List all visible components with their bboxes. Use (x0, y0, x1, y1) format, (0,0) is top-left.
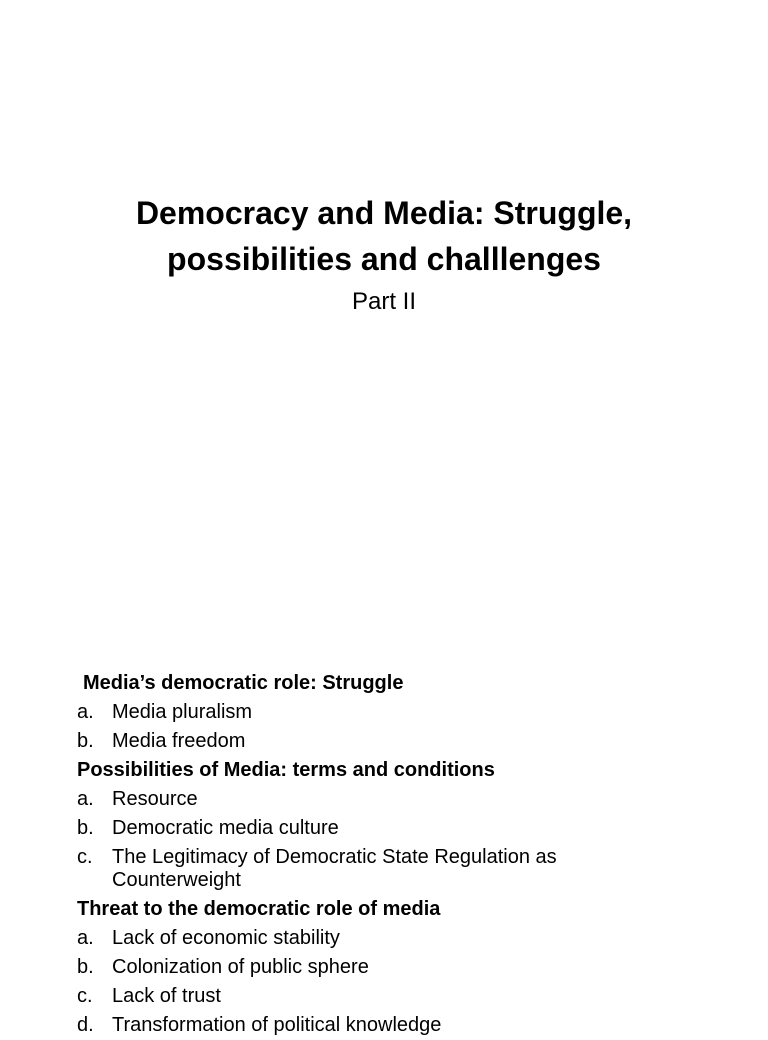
list-item (77, 814, 677, 843)
list-item (77, 698, 677, 727)
list-marker: c. (77, 846, 93, 868)
list-marker: b. (77, 956, 94, 978)
outline-slide (0, 620, 768, 1036)
list-item (77, 843, 677, 895)
section-heading: Media’s democratic role: Struggle (83, 672, 404, 694)
list-item (77, 727, 677, 756)
list-item-text: Media pluralism (112, 701, 253, 723)
list-marker: d. (77, 1014, 94, 1036)
list-item (77, 982, 677, 1011)
list-marker: c. (77, 985, 93, 1007)
slide-title (0, 190, 768, 282)
list-item (77, 924, 677, 953)
list-item-text: Colonization of public sphere (112, 956, 369, 978)
list-marker: b. (77, 730, 94, 752)
list-item-text: Media freedom (112, 730, 246, 752)
list-item-text: Lack of trust (112, 985, 221, 1007)
list-marker: a. (77, 788, 94, 810)
list-item-text: Resource (112, 788, 198, 810)
list-marker: a. (77, 701, 94, 723)
list-item-text: The Legitimacy of Democratic State Regulation as Counterweight (112, 846, 557, 891)
section-heading: Possibilities of Media: terms and conditions (77, 759, 495, 781)
title-line-1: Democracy and Media: Struggle, (135, 195, 633, 231)
slide-subtitle: Part II (351, 288, 417, 315)
list-item-text: Lack of economic stability (112, 927, 340, 949)
list-item (77, 953, 677, 982)
outline-list (77, 669, 677, 1040)
list-marker: a. (77, 927, 94, 949)
list-item (77, 785, 677, 814)
list-marker: b. (77, 817, 94, 839)
list-item-text: Democratic media culture (112, 817, 339, 839)
list-item-text: Transformation of political knowledge (112, 1014, 442, 1036)
title-line-2: possibilities and challlenges (167, 241, 601, 277)
section-heading: Threat to the democratic role of media (77, 898, 441, 920)
list-item (77, 1011, 677, 1040)
